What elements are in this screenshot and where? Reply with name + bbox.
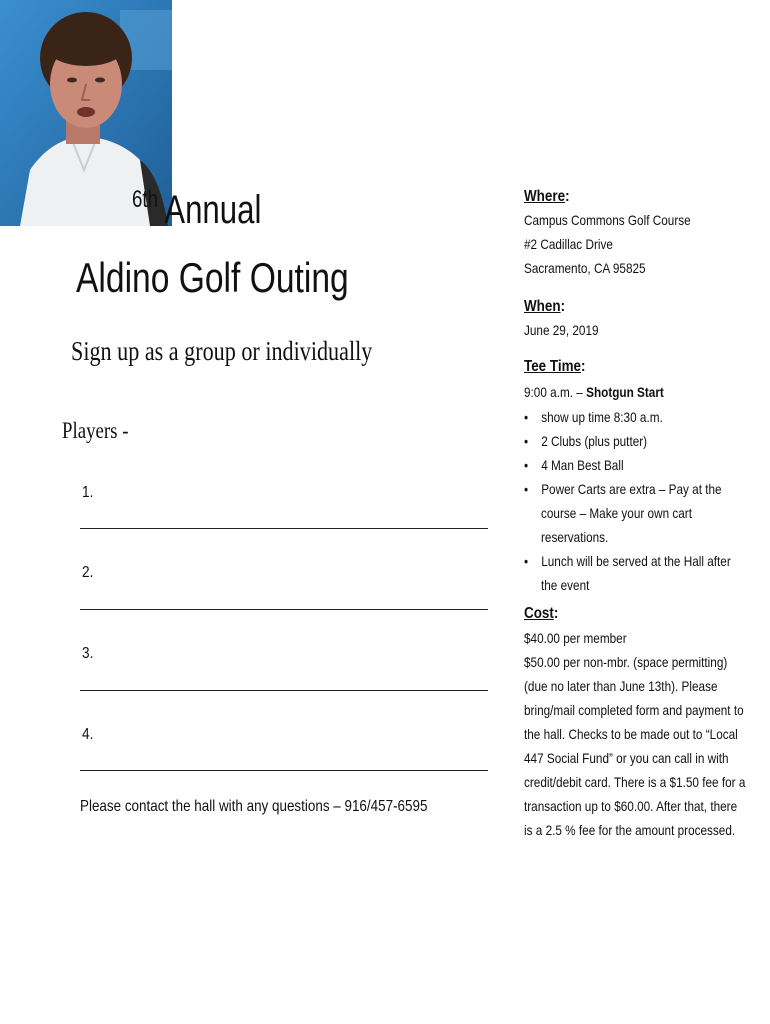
title-annual: Annual xyxy=(164,188,262,232)
cost-line: transaction up to $60.00. After that, there xyxy=(524,798,738,814)
where-line-1: Campus Commons Golf Course xyxy=(524,212,691,228)
player-1-line[interactable] xyxy=(80,528,488,529)
player-4-line[interactable] xyxy=(80,770,488,771)
player-number-1: 1. xyxy=(82,484,94,501)
title-line-1 xyxy=(132,186,261,233)
bullet-continuation: the event xyxy=(541,577,590,593)
player-2-line[interactable] xyxy=(80,609,488,610)
cost-line: the hall. Checks to be made out to “Local xyxy=(524,726,738,742)
ordinal-number: 6 xyxy=(132,186,143,213)
cost-line: bring/mail completed form and payment to xyxy=(524,702,744,718)
where-heading: Where: xyxy=(524,188,570,205)
bullet-item: • show up time 8:30 a.m. xyxy=(524,409,663,425)
cost-line: $40.00 per member xyxy=(524,630,627,646)
cost-line: credit/debit card. There is a $1.50 fee for a xyxy=(524,774,746,790)
start-type: Shotgun Start xyxy=(586,384,664,400)
tee-time-heading-text: Tee Time xyxy=(524,358,582,375)
when-date: June 29, 2019 xyxy=(524,322,599,338)
when-heading-text: When xyxy=(524,298,561,315)
contact-info: Please contact the hall with any questions – 916/457-6595 xyxy=(80,798,428,815)
cost-heading: Cost: xyxy=(524,605,559,622)
player-number-3: 3. xyxy=(82,645,94,662)
tee-time: 9:00 a.m. – xyxy=(524,384,587,400)
players-label: Players - xyxy=(62,418,129,443)
player-3-line[interactable] xyxy=(80,690,488,691)
cost-line: is a 2.5 % fee for the amount processed. xyxy=(524,822,736,838)
where-line-3: Sacramento, CA 95825 xyxy=(524,260,646,276)
where-line-2: #2 Cadillac Drive xyxy=(524,236,613,252)
where-heading-text: Where xyxy=(524,188,566,205)
bullet-continuation: course – Make your own cart xyxy=(541,505,692,521)
bullet-item: • Power Carts are extra – Pay at the xyxy=(524,481,722,497)
cost-line: 447 Social Fund” or you can call in with xyxy=(524,750,729,766)
bullet-continuation: reservations. xyxy=(541,529,609,545)
title-line-2: Aldino Golf Outing xyxy=(76,254,349,301)
subtitle: Sign up as a group or individually xyxy=(71,336,373,366)
cost-line: (due no later than June 13th). Please xyxy=(524,678,718,694)
player-number-4: 4. xyxy=(82,726,94,743)
tee-time-value xyxy=(524,380,664,404)
bullet-item: • 2 Clubs (plus putter) xyxy=(524,433,648,449)
cost-heading-text: Cost xyxy=(524,605,554,622)
bullet-item: • 4 Man Best Ball xyxy=(524,457,624,473)
cost-line: $50.00 per non-mbr. (space permitting) xyxy=(524,654,728,670)
player-number-2: 2. xyxy=(82,564,94,581)
bullet-item: • Lunch will be served at the Hall after xyxy=(524,553,731,569)
title-ordinal xyxy=(132,186,158,213)
when-heading: When: xyxy=(524,298,566,315)
tee-time-heading: Tee Time: xyxy=(524,358,586,375)
ordinal-suffix: th xyxy=(142,186,159,213)
